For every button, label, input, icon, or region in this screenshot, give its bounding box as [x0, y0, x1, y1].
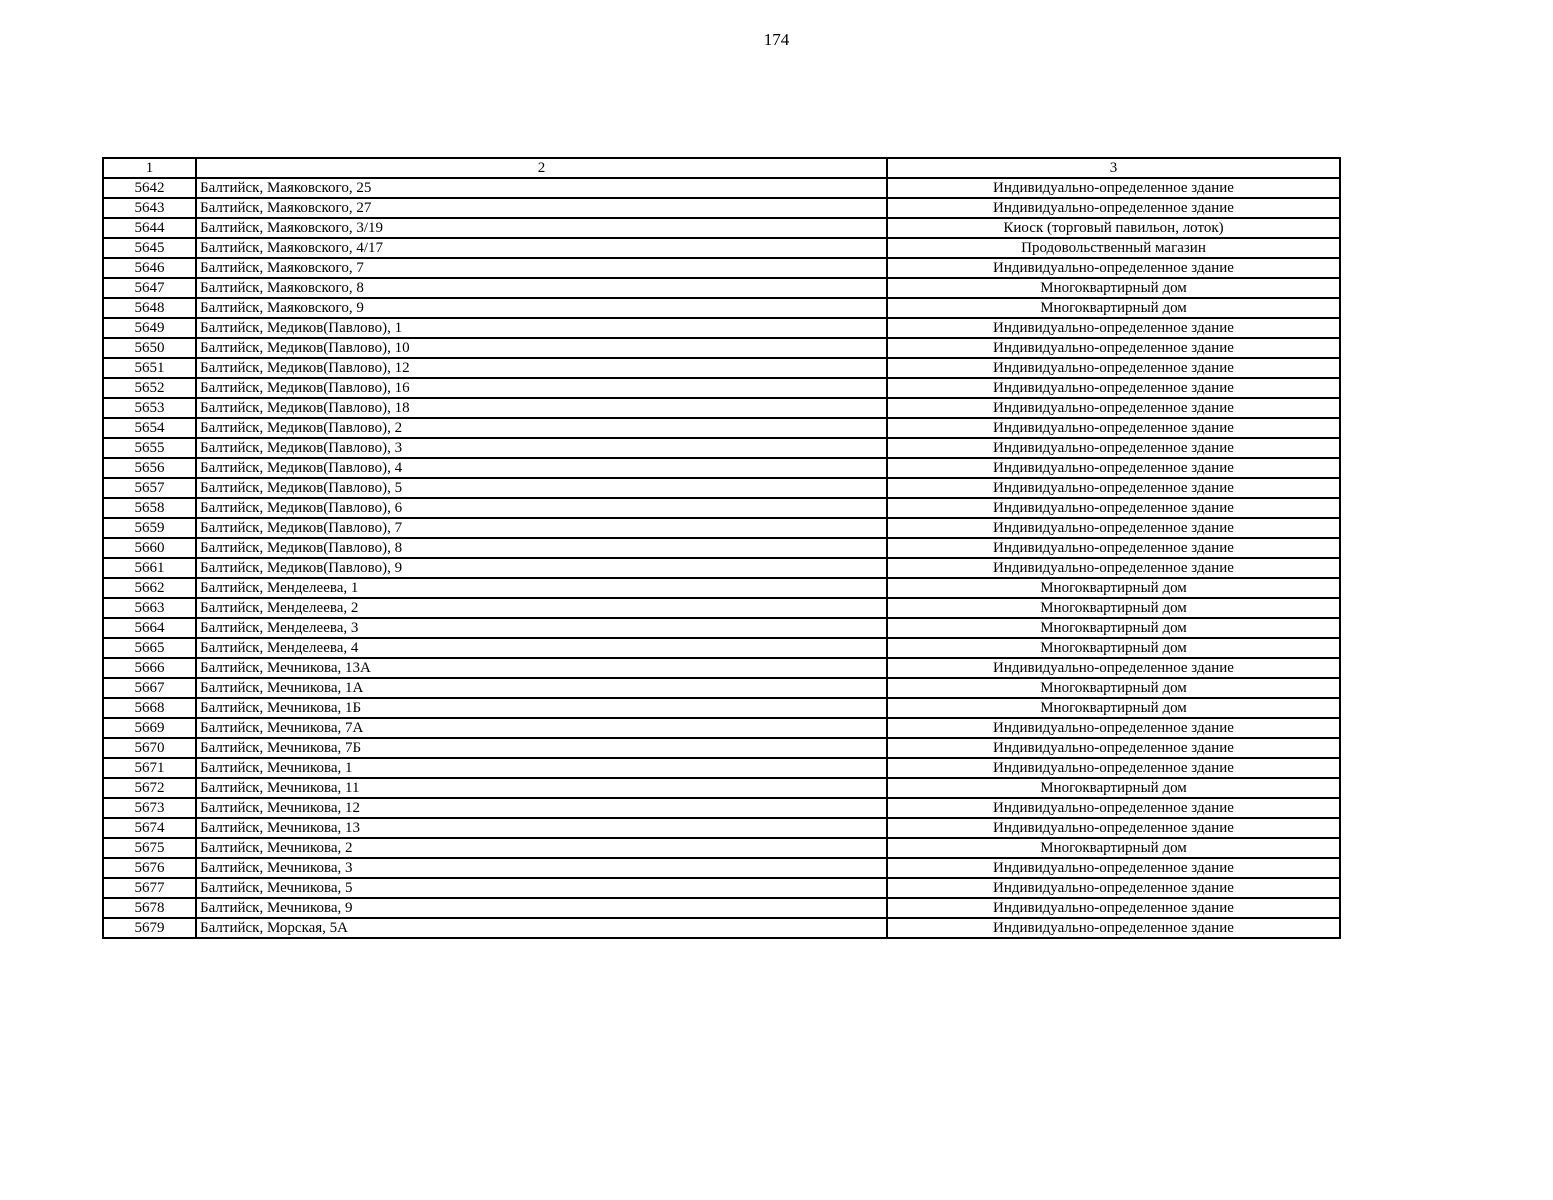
object-type-cell: Индивидуально-определенное здание — [887, 258, 1340, 278]
row-number-cell: 5652 — [103, 378, 196, 398]
table-body — [103, 178, 1340, 938]
address-cell: Балтийск, Медиков(Павлово), 5 — [196, 478, 887, 498]
address-cell: Балтийск, Мечникова, 1А — [196, 678, 887, 698]
table-row — [103, 718, 1340, 738]
table-row — [103, 478, 1340, 498]
object-type-cell: Индивидуально-определенное здание — [887, 658, 1340, 678]
table-row — [103, 278, 1340, 298]
address-cell: Балтийск, Менделеева, 2 — [196, 598, 887, 618]
address-cell: Балтийск, Медиков(Павлово), 2 — [196, 418, 887, 438]
table-row — [103, 578, 1340, 598]
object-type-cell: Индивидуально-определенное здание — [887, 498, 1340, 518]
row-number-cell: 5654 — [103, 418, 196, 438]
address-cell: Балтийск, Медиков(Павлово), 8 — [196, 538, 887, 558]
table-row — [103, 778, 1340, 798]
address-cell: Балтийск, Мечникова, 13А — [196, 658, 887, 678]
row-number-cell: 5646 — [103, 258, 196, 278]
object-type-cell: Многоквартирный дом — [887, 578, 1340, 598]
row-number-cell: 5656 — [103, 458, 196, 478]
address-cell: Балтийск, Мечникова, 5 — [196, 878, 887, 898]
column-header-number: 1 — [103, 158, 196, 178]
column-header-address: 2 — [196, 158, 887, 178]
address-cell: Балтийск, Маяковского, 7 — [196, 258, 887, 278]
address-cell: Балтийск, Менделеева, 3 — [196, 618, 887, 638]
row-number-cell: 5650 — [103, 338, 196, 358]
address-cell: Балтийск, Мечникова, 9 — [196, 898, 887, 918]
address-cell: Балтийск, Маяковского, 25 — [196, 178, 887, 198]
object-type-cell: Киоск (торговый павильон, лоток) — [887, 218, 1340, 238]
object-type-cell: Многоквартирный дом — [887, 698, 1340, 718]
table-row — [103, 698, 1340, 718]
object-type-cell: Индивидуально-определенное здание — [887, 798, 1340, 818]
table-row — [103, 558, 1340, 578]
address-cell: Балтийск, Маяковского, 27 — [196, 198, 887, 218]
table-row — [103, 858, 1340, 878]
table-row — [103, 258, 1340, 278]
row-number-cell: 5678 — [103, 898, 196, 918]
table-row — [103, 878, 1340, 898]
row-number-cell: 5676 — [103, 858, 196, 878]
row-number-cell: 5665 — [103, 638, 196, 658]
row-number-cell: 5660 — [103, 538, 196, 558]
row-number-cell: 5667 — [103, 678, 196, 698]
object-type-cell: Индивидуально-определенное здание — [887, 738, 1340, 758]
table-row — [103, 738, 1340, 758]
object-type-cell: Индивидуально-определенное здание — [887, 358, 1340, 378]
row-number-cell: 5673 — [103, 798, 196, 818]
address-cell: Балтийск, Менделеева, 1 — [196, 578, 887, 598]
row-number-cell: 5643 — [103, 198, 196, 218]
object-type-cell: Многоквартирный дом — [887, 678, 1340, 698]
row-number-cell: 5679 — [103, 918, 196, 938]
table-row — [103, 518, 1340, 538]
object-type-cell: Индивидуально-определенное здание — [887, 558, 1340, 578]
table-row — [103, 658, 1340, 678]
address-cell: Балтийск, Мечникова, 13 — [196, 818, 887, 838]
table-row — [103, 298, 1340, 318]
object-type-cell: Многоквартирный дом — [887, 278, 1340, 298]
address-cell: Балтийск, Медиков(Павлово), 4 — [196, 458, 887, 478]
table-header-row — [103, 158, 1340, 178]
address-cell: Балтийск, Медиков(Павлово), 9 — [196, 558, 887, 578]
address-cell: Балтийск, Мечникова, 3 — [196, 858, 887, 878]
address-cell: Балтийск, Мечникова, 12 — [196, 798, 887, 818]
row-number-cell: 5675 — [103, 838, 196, 858]
table-row — [103, 498, 1340, 518]
table-row — [103, 358, 1340, 378]
table-row — [103, 198, 1340, 218]
object-type-cell: Индивидуально-определенное здание — [887, 718, 1340, 738]
address-cell: Балтийск, Маяковского, 3/19 — [196, 218, 887, 238]
address-cell: Балтийск, Маяковского, 9 — [196, 298, 887, 318]
address-cell: Балтийск, Мечникова, 1Б — [196, 698, 887, 718]
table-row — [103, 398, 1340, 418]
row-number-cell: 5651 — [103, 358, 196, 378]
row-number-cell: 5666 — [103, 658, 196, 678]
address-cell: Балтийск, Мечникова, 7А — [196, 718, 887, 738]
object-type-cell: Многоквартирный дом — [887, 838, 1340, 858]
address-cell: Балтийск, Медиков(Павлово), 6 — [196, 498, 887, 518]
row-number-cell: 5664 — [103, 618, 196, 638]
address-cell: Балтийск, Мечникова, 7Б — [196, 738, 887, 758]
object-type-cell: Индивидуально-определенное здание — [887, 458, 1340, 478]
address-cell: Балтийск, Медиков(Павлово), 12 — [196, 358, 887, 378]
object-type-cell: Индивидуально-определенное здание — [887, 518, 1340, 538]
address-cell: Балтийск, Медиков(Павлово), 3 — [196, 438, 887, 458]
column-header-type: 3 — [887, 158, 1340, 178]
object-type-cell: Многоквартирный дом — [887, 598, 1340, 618]
object-type-cell: Индивидуально-определенное здание — [887, 818, 1340, 838]
address-cell: Балтийск, Мечникова, 1 — [196, 758, 887, 778]
table-row — [103, 898, 1340, 918]
address-cell: Балтийск, Маяковского, 4/17 — [196, 238, 887, 258]
row-number-cell: 5653 — [103, 398, 196, 418]
table-row — [103, 818, 1340, 838]
object-type-cell: Индивидуально-определенное здание — [887, 438, 1340, 458]
table-row — [103, 438, 1340, 458]
object-type-cell: Продовольственный магазин — [887, 238, 1340, 258]
address-cell: Балтийск, Медиков(Павлово), 7 — [196, 518, 887, 538]
object-type-cell: Индивидуально-определенное здание — [887, 858, 1340, 878]
address-cell: Балтийск, Морская, 5А — [196, 918, 887, 938]
object-type-cell: Индивидуально-определенное здание — [887, 378, 1340, 398]
object-type-cell: Индивидуально-определенное здание — [887, 398, 1340, 418]
row-number-cell: 5668 — [103, 698, 196, 718]
address-cell: Балтийск, Медиков(Павлово), 10 — [196, 338, 887, 358]
row-number-cell: 5672 — [103, 778, 196, 798]
row-number-cell: 5657 — [103, 478, 196, 498]
table-row — [103, 798, 1340, 818]
object-type-cell: Многоквартирный дом — [887, 298, 1340, 318]
table-row — [103, 218, 1340, 238]
row-number-cell: 5644 — [103, 218, 196, 238]
table-row — [103, 178, 1340, 198]
row-number-cell: 5647 — [103, 278, 196, 298]
row-number-cell: 5677 — [103, 878, 196, 898]
row-number-cell: 5642 — [103, 178, 196, 198]
table-row — [103, 638, 1340, 658]
row-number-cell: 5659 — [103, 518, 196, 538]
address-cell: Балтийск, Медиков(Павлово), 18 — [196, 398, 887, 418]
table-row — [103, 678, 1340, 698]
row-number-cell: 5670 — [103, 738, 196, 758]
row-number-cell: 5674 — [103, 818, 196, 838]
object-type-cell: Индивидуально-определенное здание — [887, 538, 1340, 558]
table-row — [103, 418, 1340, 438]
address-cell: Балтийск, Маяковского, 8 — [196, 278, 887, 298]
object-type-cell: Многоквартирный дом — [887, 618, 1340, 638]
row-number-cell: 5663 — [103, 598, 196, 618]
address-cell: Балтийск, Медиков(Павлово), 16 — [196, 378, 887, 398]
row-number-cell: 5671 — [103, 758, 196, 778]
table-row — [103, 538, 1340, 558]
row-number-cell: 5661 — [103, 558, 196, 578]
address-cell: Балтийск, Медиков(Павлово), 1 — [196, 318, 887, 338]
table-row — [103, 378, 1340, 398]
table-row — [103, 838, 1340, 858]
row-number-cell: 5658 — [103, 498, 196, 518]
object-type-cell: Индивидуально-определенное здание — [887, 178, 1340, 198]
object-type-cell: Индивидуально-определенное здание — [887, 758, 1340, 778]
row-number-cell: 5669 — [103, 718, 196, 738]
table-row — [103, 338, 1340, 358]
table-row — [103, 598, 1340, 618]
object-type-cell: Индивидуально-определенное здание — [887, 918, 1340, 938]
object-type-cell: Индивидуально-определенное здание — [887, 338, 1340, 358]
table-row — [103, 618, 1340, 638]
address-cell: Балтийск, Мечникова, 2 — [196, 838, 887, 858]
row-number-cell: 5645 — [103, 238, 196, 258]
address-cell: Балтийск, Менделеева, 4 — [196, 638, 887, 658]
object-type-cell: Индивидуально-определенное здание — [887, 198, 1340, 218]
object-type-cell: Индивидуально-определенное здание — [887, 878, 1340, 898]
table-row — [103, 918, 1340, 938]
object-type-cell: Индивидуально-определенное здание — [887, 318, 1340, 338]
object-type-cell: Индивидуально-определенное здание — [887, 418, 1340, 438]
table-row — [103, 758, 1340, 778]
registry-table — [102, 157, 1341, 939]
row-number-cell: 5662 — [103, 578, 196, 598]
page-number: 174 — [763, 30, 790, 49]
row-number-cell: 5655 — [103, 438, 196, 458]
object-type-cell: Индивидуально-определенное здание — [887, 898, 1340, 918]
table-row — [103, 318, 1340, 338]
table-row — [103, 238, 1340, 258]
address-cell: Балтийск, Мечникова, 11 — [196, 778, 887, 798]
object-type-cell: Индивидуально-определенное здание — [887, 478, 1340, 498]
table-row — [103, 458, 1340, 478]
object-type-cell: Многоквартирный дом — [887, 638, 1340, 658]
row-number-cell: 5648 — [103, 298, 196, 318]
object-type-cell: Многоквартирный дом — [887, 778, 1340, 798]
row-number-cell: 5649 — [103, 318, 196, 338]
